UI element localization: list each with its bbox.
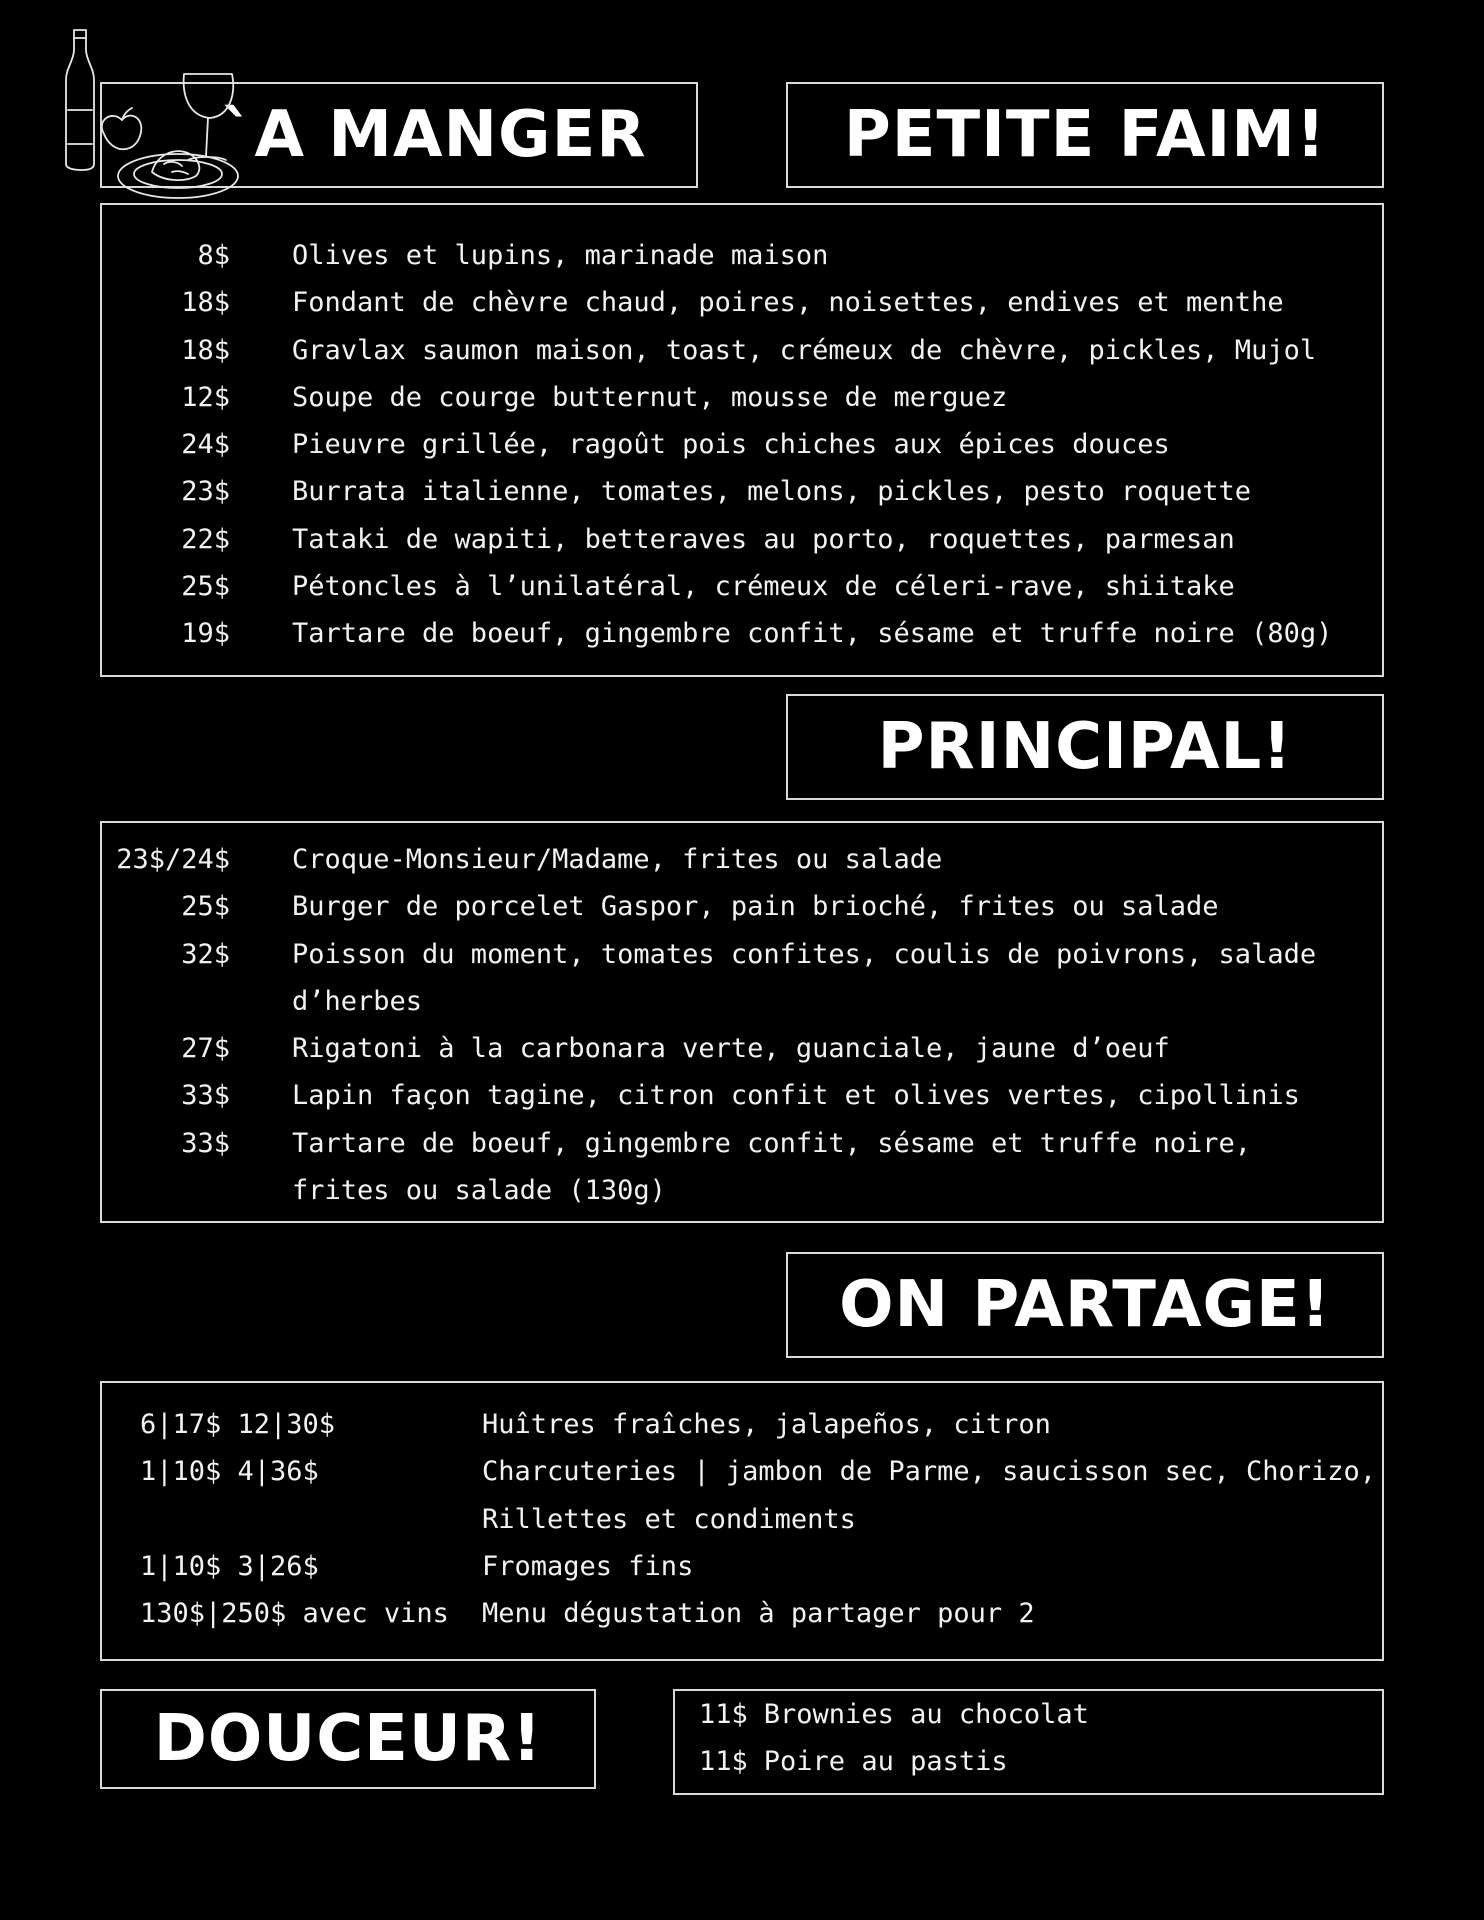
- item-price: 27$: [181, 1033, 230, 1065]
- item-description: Tartare de boeuf, gingembre confit, sésame et truffe noire (80g): [292, 618, 1333, 650]
- on-partage-header: [786, 1252, 1384, 1358]
- item-description: Fondant de chèvre chaud, poires, noisettes, endives et menthe: [292, 287, 1284, 319]
- principal-title: PRINCIPAL!: [877, 710, 1293, 784]
- item-description: Poire au pastis: [763, 1746, 1008, 1778]
- douceur-header: [100, 1689, 596, 1789]
- menu-item: [102, 421, 1382, 468]
- menu-item-continuation: [140, 1496, 1382, 1543]
- dessert-item: [699, 1738, 1382, 1785]
- item-price: 33$: [181, 1080, 230, 1112]
- item-description: Charcuteries | jambon de Parme, saucisson sec, Chorizo,: [482, 1456, 1377, 1488]
- item-description-continued: frites ou salade (130g): [292, 1175, 666, 1207]
- menu-item: [102, 516, 1382, 563]
- item-price: 11$: [699, 1699, 748, 1730]
- item-price: 12$: [181, 381, 230, 413]
- menu-item: [102, 374, 1382, 421]
- item-price: 6|17$ 12|30$: [140, 1409, 336, 1440]
- menu-item: [102, 1072, 1382, 1119]
- item-price: 25$: [181, 891, 230, 923]
- item-description: Pétoncles à l’unilatéral, crémeux de céleri-rave, shiitake: [292, 571, 1235, 603]
- dessert-item: [699, 1691, 1382, 1738]
- item-description: Burger de porcelet Gaspor, pain brioché, frites ou salade: [292, 891, 1219, 923]
- wine-bottle-glass-food-sketch-icon: [60, 24, 240, 204]
- item-description: Poisson du moment, tomates confites, coulis de poivrons, salade: [292, 938, 1317, 970]
- petite-faim-title: PETITE FAIM!: [843, 98, 1327, 172]
- item-price: 23$: [181, 476, 230, 508]
- menu-item: [102, 931, 1382, 978]
- on-partage-menu: [100, 1381, 1384, 1661]
- item-price: 18$: [181, 334, 230, 366]
- item-price: 18$: [181, 287, 230, 319]
- item-description: Huîtres fraîches, jalapeños, citron: [482, 1409, 1051, 1440]
- item-price: 23$/24$: [116, 844, 230, 875]
- item-description: Tartare de boeuf, gingembre confit, sésame et truffe noire,: [292, 1127, 1252, 1159]
- item-description: Lapin façon tagine, citron confit et olives vertes, cipollinis: [292, 1080, 1300, 1112]
- item-price: 19$: [181, 618, 230, 650]
- item-description: Soupe de courge butternut, mousse de merguez: [292, 381, 1008, 413]
- menu-item: [140, 1590, 1382, 1637]
- menu-item: [102, 610, 1382, 657]
- item-price: 32$: [181, 938, 230, 970]
- item-description: Menu dégustation à partager pour 2: [482, 1598, 1035, 1630]
- a-manger-title: `A MANGER: [221, 98, 647, 172]
- principal-header: [786, 694, 1384, 800]
- petite-faim-header: [786, 82, 1384, 188]
- menu-item-continuation: [102, 1167, 1382, 1214]
- menu-item: [102, 327, 1382, 374]
- petite-faim-menu: [100, 203, 1384, 677]
- item-price: 24$: [181, 429, 230, 461]
- item-description-continued: Rillettes et condiments: [482, 1503, 856, 1535]
- item-price: 25$: [181, 571, 230, 603]
- douceur-menu: [673, 1689, 1384, 1795]
- menu-item: [140, 1401, 1382, 1448]
- menu-item: [140, 1543, 1382, 1590]
- douceur-title: DOUCEUR!: [153, 1702, 543, 1776]
- menu-item: [140, 1448, 1382, 1495]
- item-description: Burrata italienne, tomates, melons, pickles, pesto roquette: [292, 476, 1252, 508]
- item-price: 1|10$ 4|36$: [140, 1456, 319, 1488]
- item-price: 22$: [181, 523, 230, 555]
- menu-item: [102, 563, 1382, 610]
- item-description: Olives et lupins, marinade maison: [292, 240, 829, 271]
- item-description: Fromages fins: [482, 1550, 694, 1582]
- menu-item: [102, 1025, 1382, 1072]
- menu-item: [102, 836, 1382, 883]
- item-description: Rigatoni à la carbonara verte, guanciale, jaune d’oeuf: [292, 1033, 1170, 1065]
- item-price: 33$: [181, 1127, 230, 1159]
- menu-item: [102, 1120, 1382, 1167]
- item-price: 1|10$ 3|26$: [140, 1550, 319, 1582]
- item-price: 130$|250$ avec vins: [140, 1598, 449, 1630]
- menu-item: [102, 468, 1382, 515]
- item-description: Brownies au chocolat: [763, 1699, 1089, 1730]
- item-description-continued: d’herbes: [292, 985, 423, 1017]
- menu-item: [102, 279, 1382, 326]
- menu-item: [102, 883, 1382, 930]
- principal-menu: [100, 821, 1384, 1223]
- item-price: 11$: [699, 1746, 748, 1778]
- item-description: Pieuvre grillée, ragoût pois chiches aux épices douces: [292, 429, 1170, 461]
- item-price: 8$: [197, 240, 230, 271]
- item-description: Gravlax saumon maison, toast, crémeux de chèvre, pickles, Mujol: [292, 334, 1317, 366]
- item-description: Tataki de wapiti, betteraves au porto, roquettes, parmesan: [292, 523, 1235, 555]
- menu-item-continuation: [102, 978, 1382, 1025]
- item-description: Croque-Monsieur/Madame, frites ou salade: [292, 844, 943, 875]
- menu-item: [102, 232, 1382, 279]
- on-partage-title: ON PARTAGE!: [839, 1268, 1331, 1342]
